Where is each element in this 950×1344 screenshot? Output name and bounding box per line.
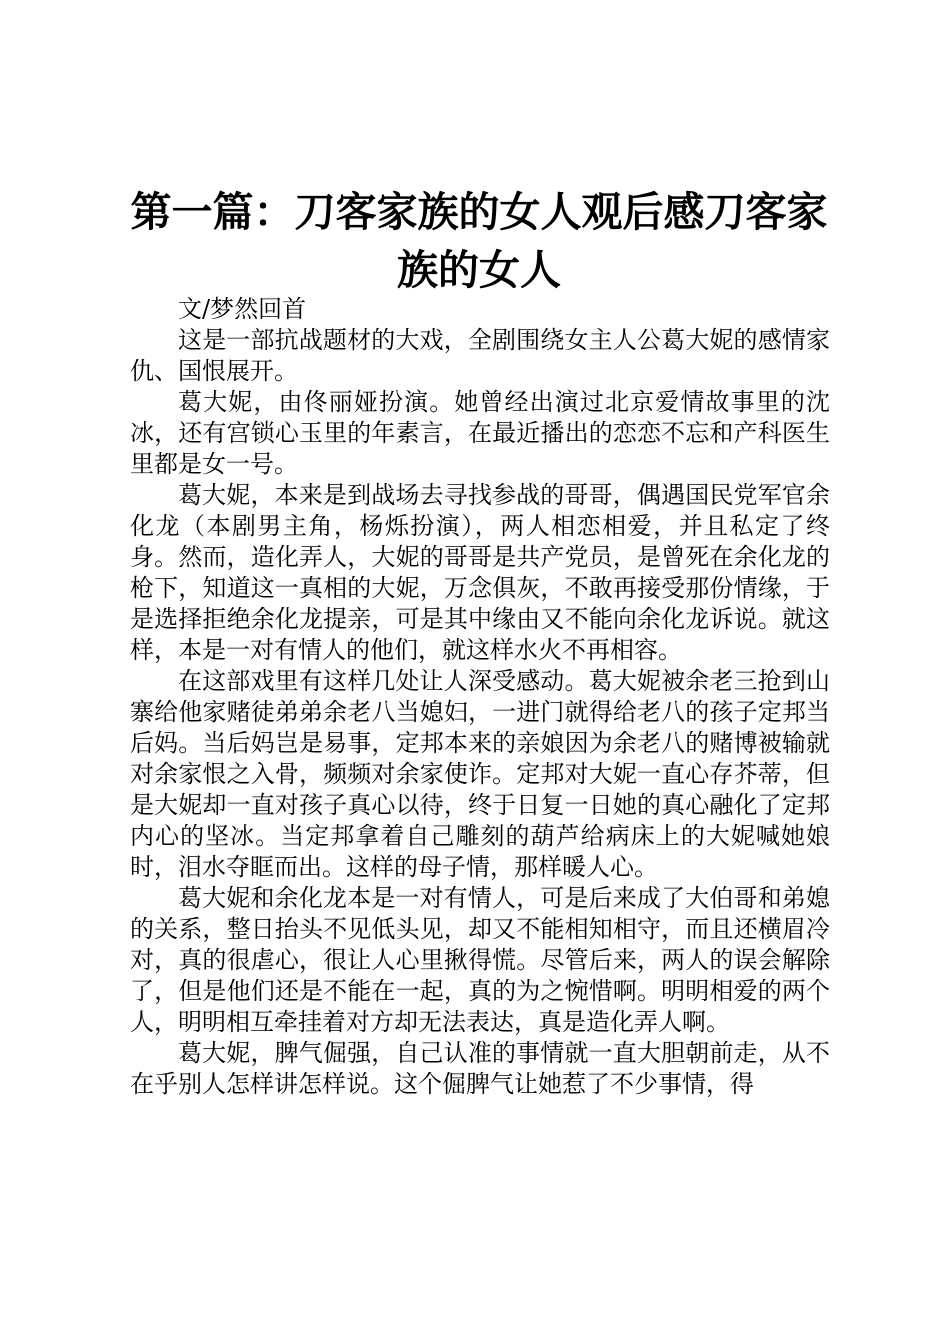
paragraph: 葛大妮，由佟丽娅扮演。她曾经出演过北京爱情故事里的沈冰，还有宫锁心玉里的年素言，在最近播出的恋恋不忘和产科医生里都是女一号。 [130, 388, 830, 478]
document-title: 第一篇：刀客家族的女人观后感刀客家族的女人 [130, 188, 828, 294]
paragraph: 葛大妮，本来是到战场去寻找参战的哥哥，偶遇国民党军官余化龙（本剧男主角，杨烁扮演），两人相恋相爱，并且私定了终身。然而，造化弄人，大妮的哥哥是共产党员，是曾死在余化龙的枪下，知道这一真相的大妮，万念俱灰，不敢再接受那份情缘，于是选择拒绝余化龙提亲，可是其中缘由又不能向余化龙诉说。就这样，本是一对有情人的他们，就这样水火不再相容。 [130, 481, 830, 664]
paragraph: 在这部戏里有这样几处让人深受感动。葛大妮被余老三抢到山寨给他家赌徒弟弟余老八当媳妇，一进门就得给老八的孩子定邦当后妈。当后妈岂是易事，定邦本来的亲娘因为余老八的赌博被输就对余家恨之入骨，频频对余家使诈。定邦对大妮一直心存芥蒂，但是大妮却一直对孩子真心以待，终于日复一日她的真心融化了定邦内心的坚冰。当定邦拿着自己雕刻的葫芦给病床上的大妮喊她娘时，泪水夺眶而出。这样的母子情，那样暖人心。 [130, 667, 830, 881]
document-body [130, 294, 830, 1100]
paragraph: 葛大妮，脾气倔强，自己认准的事情就一直大胆朝前走，从不在乎别人怎样讲怎样说。这个倔脾气让她惹了不少事情，得 [130, 1039, 830, 1098]
paragraph: 这是一部抗战题材的大戏，全剧围绕女主人公葛大妮的感情家仇、国恨展开。 [130, 326, 830, 385]
paragraph: 葛大妮和余化龙本是一对有情人，可是后来成了大伯哥和弟媳的关系，整日抬头不见低头见，却又不能相知相守，而且还横眉冷对，真的很虐心，很让人心里揪得慌。尽管后来，两人的误会解除了，但是他们还是不能在一起，真的为之惋惜啊。明明相爱的两个人，明明相互牵挂着对方却无法表达，真是造化弄人啊。 [130, 884, 830, 1036]
byline: 文/梦然回首 [178, 295, 307, 323]
